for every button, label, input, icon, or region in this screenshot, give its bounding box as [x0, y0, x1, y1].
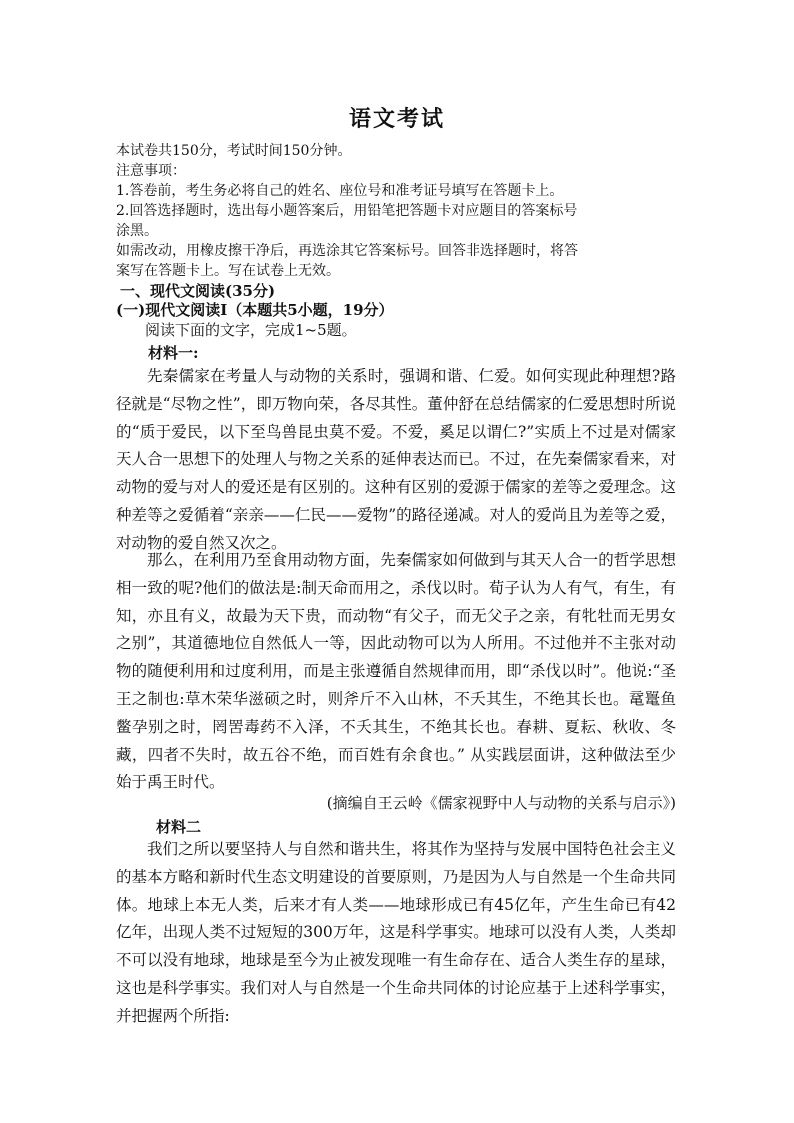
- material-1-paragraph-2: 那么，在利用乃至食用动物方面，先秦儒家如何做到与其天人合一的哲学思想相一致的呢?他们的做法是:制天命而用之，杀伐以时。荀子认为人有气，有生，有知，亦且有义，故最为天下贵，而动物“有父子，而无父子之亲，有牝牡而无男女之别”，其道德地位自然低人一等，因此动物可以为人所用。不过他并不主张对动物的随便利用和过度利用，而是主张遵循自然规律而用，即“杀伐以时”。他说:“圣王之制也:草木荣华滋硕之时，则斧斤不入山林，不夭其生，不绝其长也。鼋鼍鱼鳖孕别之时，罔罟毒药不入泽，不夭其生，不绝其长也。春耕、夏耘、秋收、冬藏，四者不失时，故五谷不绝，而百姓有余食也。” 从实践层面讲，这种做法至少始于禹王时代。: [116, 551, 676, 792]
- exam-info-line: 本试卷共150分，考试时间150分钟。: [116, 143, 352, 159]
- notice-item-1: 1.答卷前，考生务必将自己的姓名、座位号和准考证号填写在答题卡上。: [116, 183, 564, 199]
- material-1-source: (摘编自王云岭《儒家视野中人与动物的关系与启示》): [326, 794, 676, 812]
- notice-item-3-cont: 案写在答题卡上。写在试卷上无效。: [116, 263, 340, 279]
- material-1-title: 材料一:: [148, 344, 199, 362]
- notice-item-3: 如需改动，用橡皮擦干净后，再选涂其它答案标号。回答非选择题时，将答: [116, 243, 578, 259]
- notice-item-2: 2.回答选择题时，选出每小题答案后，用铅笔把答题卡对应题目的答案标号: [116, 203, 578, 219]
- page-title: 语文考试: [348, 106, 445, 132]
- material-2-title: 材料二: [156, 818, 202, 836]
- material-1-paragraph-1: 先秦儒家在考量人与动物的关系时，强调和谐、仁爱。如何实现此种理想?路径就是“尽物之性”，即万物向荣，各尽其性。董仲舒在总结儒家的仁爱思想时所说的“质于爱民，以下至鸟兽昆虫莫不爱。不爱，奚足以谓仁?”实质上不过是对儒家天人合一思想下的处理人与物之关系的延伸表达而已。不过，在先秦儒家看来，对动物的爱与对人的爱还是有区别的。这种有区别的爱源于儒家的差等之爱理念。这种差等之爱循着“亲亲——仁民——爱物”的路径递减。对人的爱尚且为差等之爱，对动物的爱自然又次之。: [116, 367, 676, 552]
- notice-heading: 注意事项：: [116, 163, 186, 179]
- notice-item-2-cont: 涂黑。: [116, 223, 158, 239]
- subsection-heading: (一)现代文阅读Ⅰ（本题共5小题，19分）: [116, 301, 394, 319]
- section-heading: 一、现代文阅读(35分): [120, 282, 276, 300]
- material-2-paragraph-1: 我们之所以要坚持人与自然和谐共生，将其作为坚持与发展中国特色社会主义的基本方略和新时代生态文明建设的首要原则，乃是因为人与自然是一个生命共同体。地球上本无人类，后来才有人类——地球形成已有45亿年，产生生命已有42亿年，出现人类不过短短的300万年，这是科学事实。地球可以没有人类，人类却不可以没有地球，地球是至今为止被发现唯一有生命存在、适合人类生存的星球，这也是科学事实。我们对人与自然是一个生命共同体的讨论应基于上述科学事实，并把握两个所指:: [116, 840, 676, 1025]
- reading-instruction: 阅读下面的文字，完成1~5题。: [145, 321, 357, 339]
